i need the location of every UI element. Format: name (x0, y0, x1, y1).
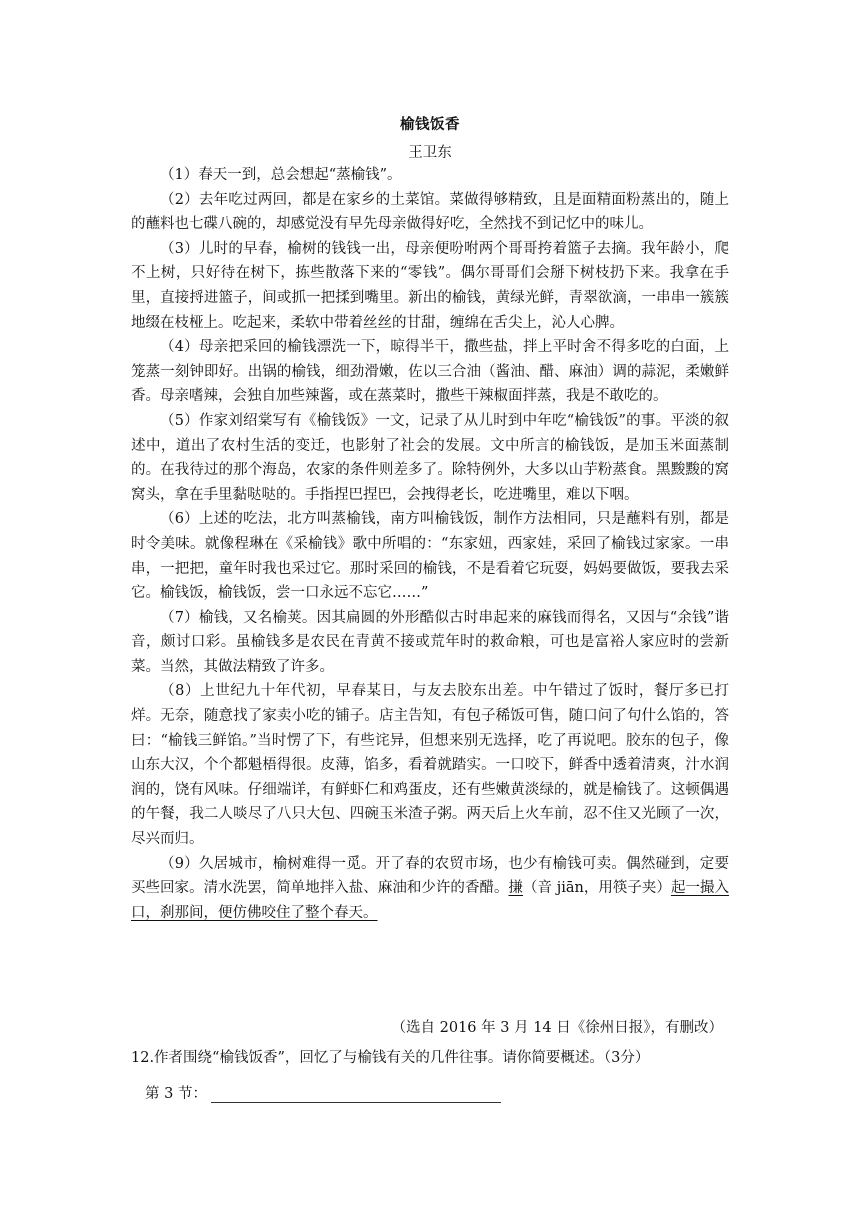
source-citation: （选自 2016 年 3 月 14 日《徐州日报》，有删改） (391, 1020, 723, 1036)
paragraph-1: （1）春天一到，总会想起“蒸榆钱”。 (160, 167, 402, 183)
article-body (131, 163, 729, 925)
paragraph-3: （3）儿时的早春，榆树的钱钱一出，母亲便吩咐两个哥哥挎着篮子去摘。我年龄小，爬不上树，只好待在树下，拣些散落下来的“零钱”。偶尔哥哥们会掰下树枝扔下来。我拿在手里，直接捋进篮子，间或抓一把揉到嘴里。新出的榆钱，黄绿光鲜，青翠欲滴，一串串一簇簇地缀在枝桠上。吃起来，柔软中带着丝丝的甘甜，缠绵在舌尖上，沁人心脾。 (131, 240, 729, 331)
underlined-word: 搛 (508, 880, 524, 897)
paragraph-6: （6）上述的吃法，北方叫蒸榆钱，南方叫榆钱饭，制作方法相同，只是蘸料有别，都是时令美味。就像程琳在《采榆钱》歌中所唱的：“东家妞，西家娃，采回了榆钱过家家。一串串，一把把，童年时我也采过它。那时采回的榆钱，不是看着它玩耍，妈妈要做饭，要我去采它。榆钱饭，榆钱饭，尝一口永远不忘它……” (131, 511, 729, 602)
underlined-sentence: 起一撮入口，刹那间，便仿佛咬住了整个春天。 (131, 880, 730, 921)
paragraph-2: （2）去年吃过两回，都是在家乡的土菜馆。菜做得够精致，且是面精面粉蒸出的，随上的蘸料也七碟八碗的，却感觉没有早先母亲做得好吃，全然找不到记忆中的味儿。 (131, 191, 729, 233)
article-author: 王卫东 (408, 145, 452, 161)
paragraph-8: （8）上世纪九十年代初，早春某日，与友去胶东出差。中午错过了饭时，餐厅多已打烊。无奈，随意找了家卖小吃的铺子。店主告知，有包子稀饭可售，随口问了句什么馅的，答曰：“榆钱三鲜馅。”当时愣了下，有些诧异，但想来别无选择，吃了再说吧。胶东的包子，像山东大汉，个个都魁梧得很。皮薄，馅多，看着就踏实。一口咬下，鲜香中透着清爽，汁水润润的，饶有风味。仔细端详，有鲜虾仁和鸡蛋皮，还有些嫩黄淡绿的，就是榆钱了。这顿偶遇的午餐，我二人啖尽了八只大包、四碗玉米渣子粥。两天后上火车前，忍不住又光顾了一次，尽兴而归。 (131, 683, 729, 848)
answer-label: 第 3 节： (145, 1086, 207, 1102)
question-12: 12.作者围绕“榆钱饭香”，回忆了与榆钱有关的几件往事。请你简要概述。（3分） (131, 1050, 650, 1066)
answer-row (145, 1082, 501, 1103)
paragraph-9-text: （9）久居城市，榆树难得一觅。开了春的农贸市场，也少有榆钱可卖。偶然碰到，定要买些回家。清水洗罢，简单地拌入盐、麻油和少许的香醋。 (131, 855, 729, 897)
pronunciation-note: （音 jiān，用筷子夹） (523, 880, 671, 897)
paragraph-9 (131, 852, 729, 926)
paragraph-5: （5）作家刘绍棠写有《榆钱饭》一文，记录了从儿时到中年吃“榆钱饭”的事。平淡的叙述中，道出了农村生活的变迁，也影射了社会的发展。文中所言的榆钱饭，是加玉米面蒸制的。在我待过的那个海岛，农家的条件则差多了。除特例外，大多以山芋粉蒸食。黑黢黢的窝窝头，拿在手里黏哒哒的。手指捏巴捏巴，会拽得老长，吃进嘴里，难以下咽。 (131, 412, 729, 503)
answer-blank-line[interactable] (211, 1088, 501, 1103)
paragraph-7: （7）榆钱，又名榆荚。因其扁圆的外形酷似古时串起来的麻钱而得名，又因与“余钱”谐音，颇讨口彩。虽榆钱多是农民在青黄不接或荒年时的救命粮，可也是富裕人家应时的尝新菜。当然，其做法精致了许多。 (131, 609, 729, 675)
article-title: 榆钱饭香 (400, 116, 460, 133)
paragraph-4: （4）母亲把采回的榆钱漂洗一下，晾得半干，撒些盐，拌上平时舍不得多吃的白面，上笼蒸一刻钟即好。出锅的榆钱，细劲滑嫩，佐以三合油（酱油、醋、麻油）调的蒜泥，柔嫩鲜香。母亲嗜辣，会独自加些辣酱，或在蒸菜时，撒些干辣椒面拌蒸，我是不敢吃的。 (131, 339, 729, 405)
